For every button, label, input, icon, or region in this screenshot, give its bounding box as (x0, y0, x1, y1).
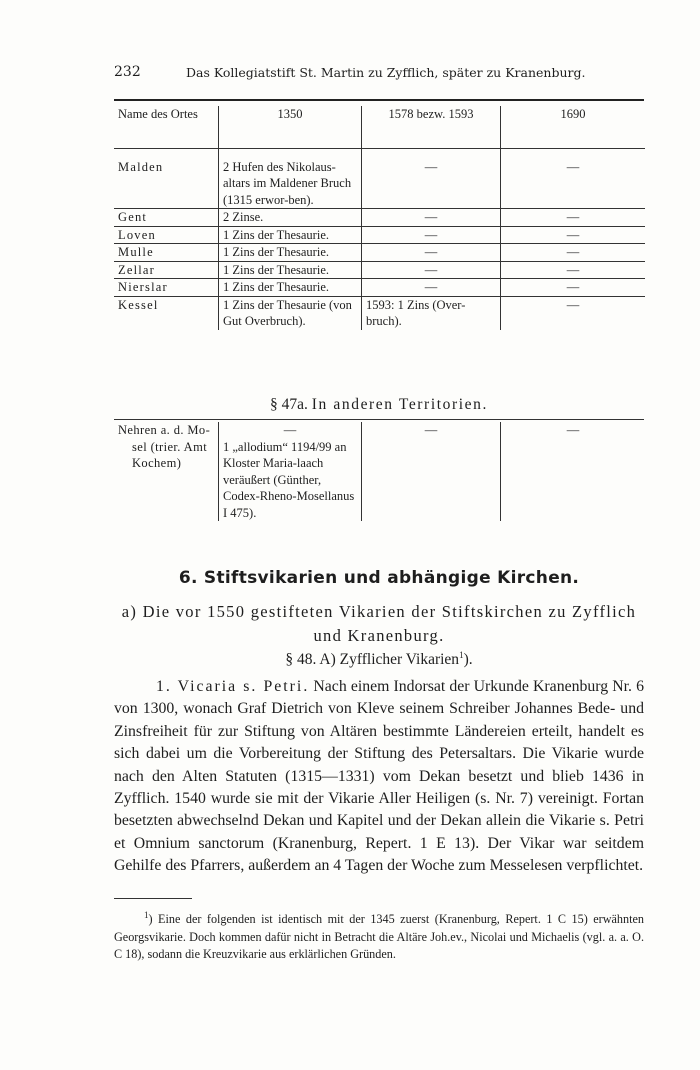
cell-1578: — (362, 279, 501, 297)
place-cell: Loven (114, 226, 219, 244)
dash-mark: — (283, 423, 297, 437)
footnote-marker: 1 (144, 910, 149, 920)
place-cell: Gent (114, 209, 219, 227)
footnote-ref: 1 (459, 650, 464, 660)
running-title: Das Kollegiatstift St. Martin zu Zyfflich, später zu Kranenburg. (186, 65, 586, 80)
header-rule (114, 99, 644, 101)
place-cell: Kessel (118, 297, 159, 312)
cell-1690: — (501, 209, 646, 227)
cell-1578: — (362, 226, 501, 244)
place-line: sel (trier. Amt Kochem) (132, 439, 208, 470)
table-header-row (114, 106, 645, 149)
body-text (114, 676, 644, 878)
cell-1690: — (501, 226, 646, 244)
paragraph-text: Nach einem Indorsat der Urkunde Kranenburg Nr. 6 von 1300, wonach Graf Dietrich von Kleve seinem Schreiber Johannes Bede- und Zinsfreiheit für zur Stiftung von Altären bestimmte Ländereien erteilt, handelt es sich dabei um die Vorbereitung der Stiftung des Petersaltars. Die Vikarie wurde nach den Alten Statuten (1315—1331) vom Dekan besetzt und blieb 1436 in Zyfflich. 1540 wurde sie mit der Vikarie Aller Heiligen (s. Nr. 7) vereinigt. Fortan besetzten abwechselnd Dekan und Kapitel und der Dekan allein die Vikarie s. Petri et Omnium sanctorum (Kranenburg, Repert. 1 E 13). Der Vikar war seitdem Gehilfe des Pfarrers, außerdem an 4 Tagen der Woche zum Messelesen verpflichtet. (114, 678, 645, 875)
section-47a-heading (114, 396, 644, 414)
column-header: Name des Ortes (114, 106, 219, 149)
section-48-heading (114, 650, 644, 669)
footnote-text: ) Eine der folgenden ist identisch mit der 1345 zuerst (Kranenburg, Repert. 1 C 15) erwähnten Georgsvikarie. Doch kommen dafür nicht in Betracht die Altäre Joh.ev., Nicolai und Michaelis (vgl. a. a. O. C 18), sodann die Kreuzvikarie aus erklärlichen Gründen. (114, 912, 644, 962)
cell-1578: 1593: 1 Zins (Over-bruch). (362, 296, 501, 330)
section-47a-rule (114, 419, 644, 420)
table-row (114, 226, 645, 244)
table-spacer (114, 149, 645, 159)
cell-text: 1 „allodium“ 1194/99 an Kloster Maria-laach veräußert (Günther, Codex-Rheno-Mosellanus I 475). (223, 439, 355, 520)
cell-1350 (219, 422, 362, 521)
place-cell: Mulle (114, 244, 219, 262)
paragraph (114, 676, 644, 878)
section-6-heading: 6. Stiftsvikarien und abhängige Kirchen. (178, 568, 580, 588)
table-row (114, 159, 645, 209)
section-47a-title: In anderen Territorien. (311, 396, 488, 413)
footnote (114, 907, 644, 964)
section-48-text: § 48. A) Zyfflicher Vikarien (285, 651, 460, 669)
place-cell: Zellar (114, 261, 219, 279)
running-head (114, 64, 644, 82)
table-row (114, 279, 645, 297)
cell-1578: — (362, 159, 501, 209)
paragraph-lead: 1. Vicaria s. Petri. (156, 678, 310, 695)
footnote-rule (114, 898, 192, 899)
footnote-paragraph (114, 907, 644, 964)
section-48-close: ). (463, 651, 473, 669)
cell-1690: — (501, 296, 646, 330)
column-header: 1690 (501, 106, 646, 149)
territories-table (114, 422, 645, 521)
page-number: 232 (114, 64, 141, 80)
cell-1350: 2 Hufen des Nikolaus-altars im Maldener Bruch (1315 erwor-ben). (219, 159, 362, 209)
cell-1578: — (362, 209, 501, 227)
cell-1350: 1 Zins der Thesaurie. (219, 244, 362, 262)
cell-1350: 1 Zins der Thesaurie. (219, 226, 362, 244)
place-cell: Malden (114, 159, 219, 209)
subsection-a-heading: a) Die vor 1550 gestifteten Vikarien der Stiftskirchen zu Zyfflich und Kranenburg. (121, 602, 637, 645)
cell-1350: 1 Zins der Thesaurie (von Gut Overbruch). (219, 296, 362, 330)
place-cell (114, 422, 219, 521)
cell-1578: — (362, 244, 501, 262)
table-row (114, 296, 645, 330)
cell-1350: 1 Zins der Thesaurie. (219, 261, 362, 279)
place-cell: Nierslar (114, 279, 219, 297)
table-row (114, 422, 645, 521)
cell-1690: — (501, 244, 646, 262)
cell-1690: — (501, 422, 646, 521)
table-row (114, 209, 645, 227)
section-47a-number: § 47a. (270, 396, 308, 413)
holdings-table (114, 106, 645, 330)
table-row (114, 261, 645, 279)
cell-1690: — (501, 279, 646, 297)
cell-1578: — (362, 422, 501, 521)
cell-1350: 1 Zins der Thesaurie. (219, 279, 362, 297)
cell-1578: — (362, 261, 501, 279)
cell-1690: — (501, 261, 646, 279)
place-line: Nehren a. d. Mo- (118, 423, 211, 437)
column-header: 1578 bezw. 1593 (362, 106, 501, 149)
column-header: 1350 (219, 106, 362, 149)
table-row (114, 244, 645, 262)
cell-1350: 2 Zinse. (219, 209, 362, 227)
cell-1690: — (501, 159, 646, 209)
